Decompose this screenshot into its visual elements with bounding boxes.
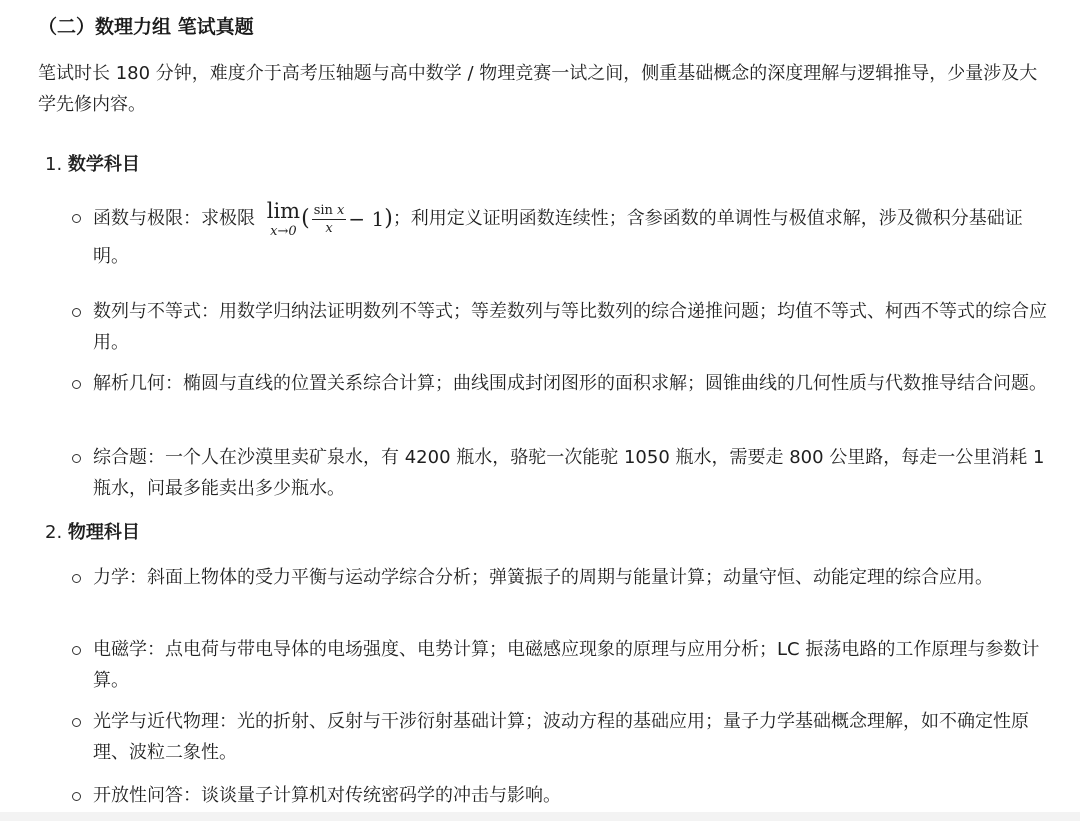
bullet-icon [72,454,81,463]
subject-number: 1. [45,154,63,175]
subject-heading-physics [45,518,140,548]
fraction-numerator: sin x [313,202,345,218]
bottom-divider [0,812,1080,821]
bullet-icon [72,214,81,223]
bullet-icon [72,718,81,727]
subject-name: 物理科目 [67,522,140,543]
list-item-math-sequence: 数列与不等式：用数学归纳法证明数列不等式；等差数列与等比数列的综合递推问题；均值不等式、柯西不等式的综合应用。 [93,301,1047,353]
formula-close-paren: ) [384,206,393,231]
list-item-math-comprehensive: 综合题：一个人在沙漠里卖矿泉水，有 4200 瓶水，骆驼一次能驼 1050 瓶水，需要走 800 公里路，每走一公里消耗 1 瓶水，问最多能卖出多少瓶水。 [93,447,1045,499]
fraction-denominator: x [325,220,333,236]
bullet-icon [72,574,81,583]
limit-operator: lim x→0 [266,198,301,239]
list-item-physics-open-question: 开放性问答：谈谈量子计算机对传统密码学的冲击与影响。 [93,785,561,806]
formula-open-paren: ( [301,206,310,231]
item-text-before: 函数与极限：求极限 [93,208,261,229]
subject-name: 数学科目 [67,154,140,175]
intro-paragraph: 笔试时长 180 分钟，难度介于高考压轴题与高中数学 / 物理竞赛一试之间，侧重基础概念的深度理解与逻辑推导，少量涉及大学先修内容。 [38,63,1038,115]
subject-heading-math [45,150,140,180]
formula-rest: − 1 [348,207,385,231]
item-text-after: ；利用定义证明函数连续性；含参函数的单调性与极值求解，涉及微积分基础证明。 [93,208,1023,267]
list-item-math-function-limit [93,200,1053,276]
bullet-icon [72,646,81,655]
list-item-math-geometry: 解析几何：椭圆与直线的位置关系综合计算；曲线围成封闭图形的面积求解；圆锥曲线的几何性质与代数推导结合问题。 [93,373,1047,394]
list-item-physics-electromagnetism: 电磁学：点电荷与带电导体的电场强度、电势计算；电磁感应现象的原理与应用分析；LC 振荡电路的工作原理与参数计算。 [93,639,1040,691]
bullet-icon [72,380,81,389]
limit-subscript: x→0 [270,223,297,239]
bullet-icon [72,308,81,317]
section-title: （二）数理力组 笔试真题 [38,16,254,38]
list-item-physics-mechanics: 力学：斜面上物体的受力平衡与运动学综合分析；弹簧振子的周期与能量计算；动量守恒、动能定理的综合应用。 [93,567,993,588]
subject-number: 2. [45,522,63,543]
list-item-physics-optics-modern: 光学与近代物理：光的折射、反射与干涉衍射基础计算；波动方程的基础应用；量子力学基础概念理解，如不确定性原理、波粒二象性。 [93,711,1029,763]
bullet-icon [72,792,81,801]
formula-fraction [312,204,347,235]
